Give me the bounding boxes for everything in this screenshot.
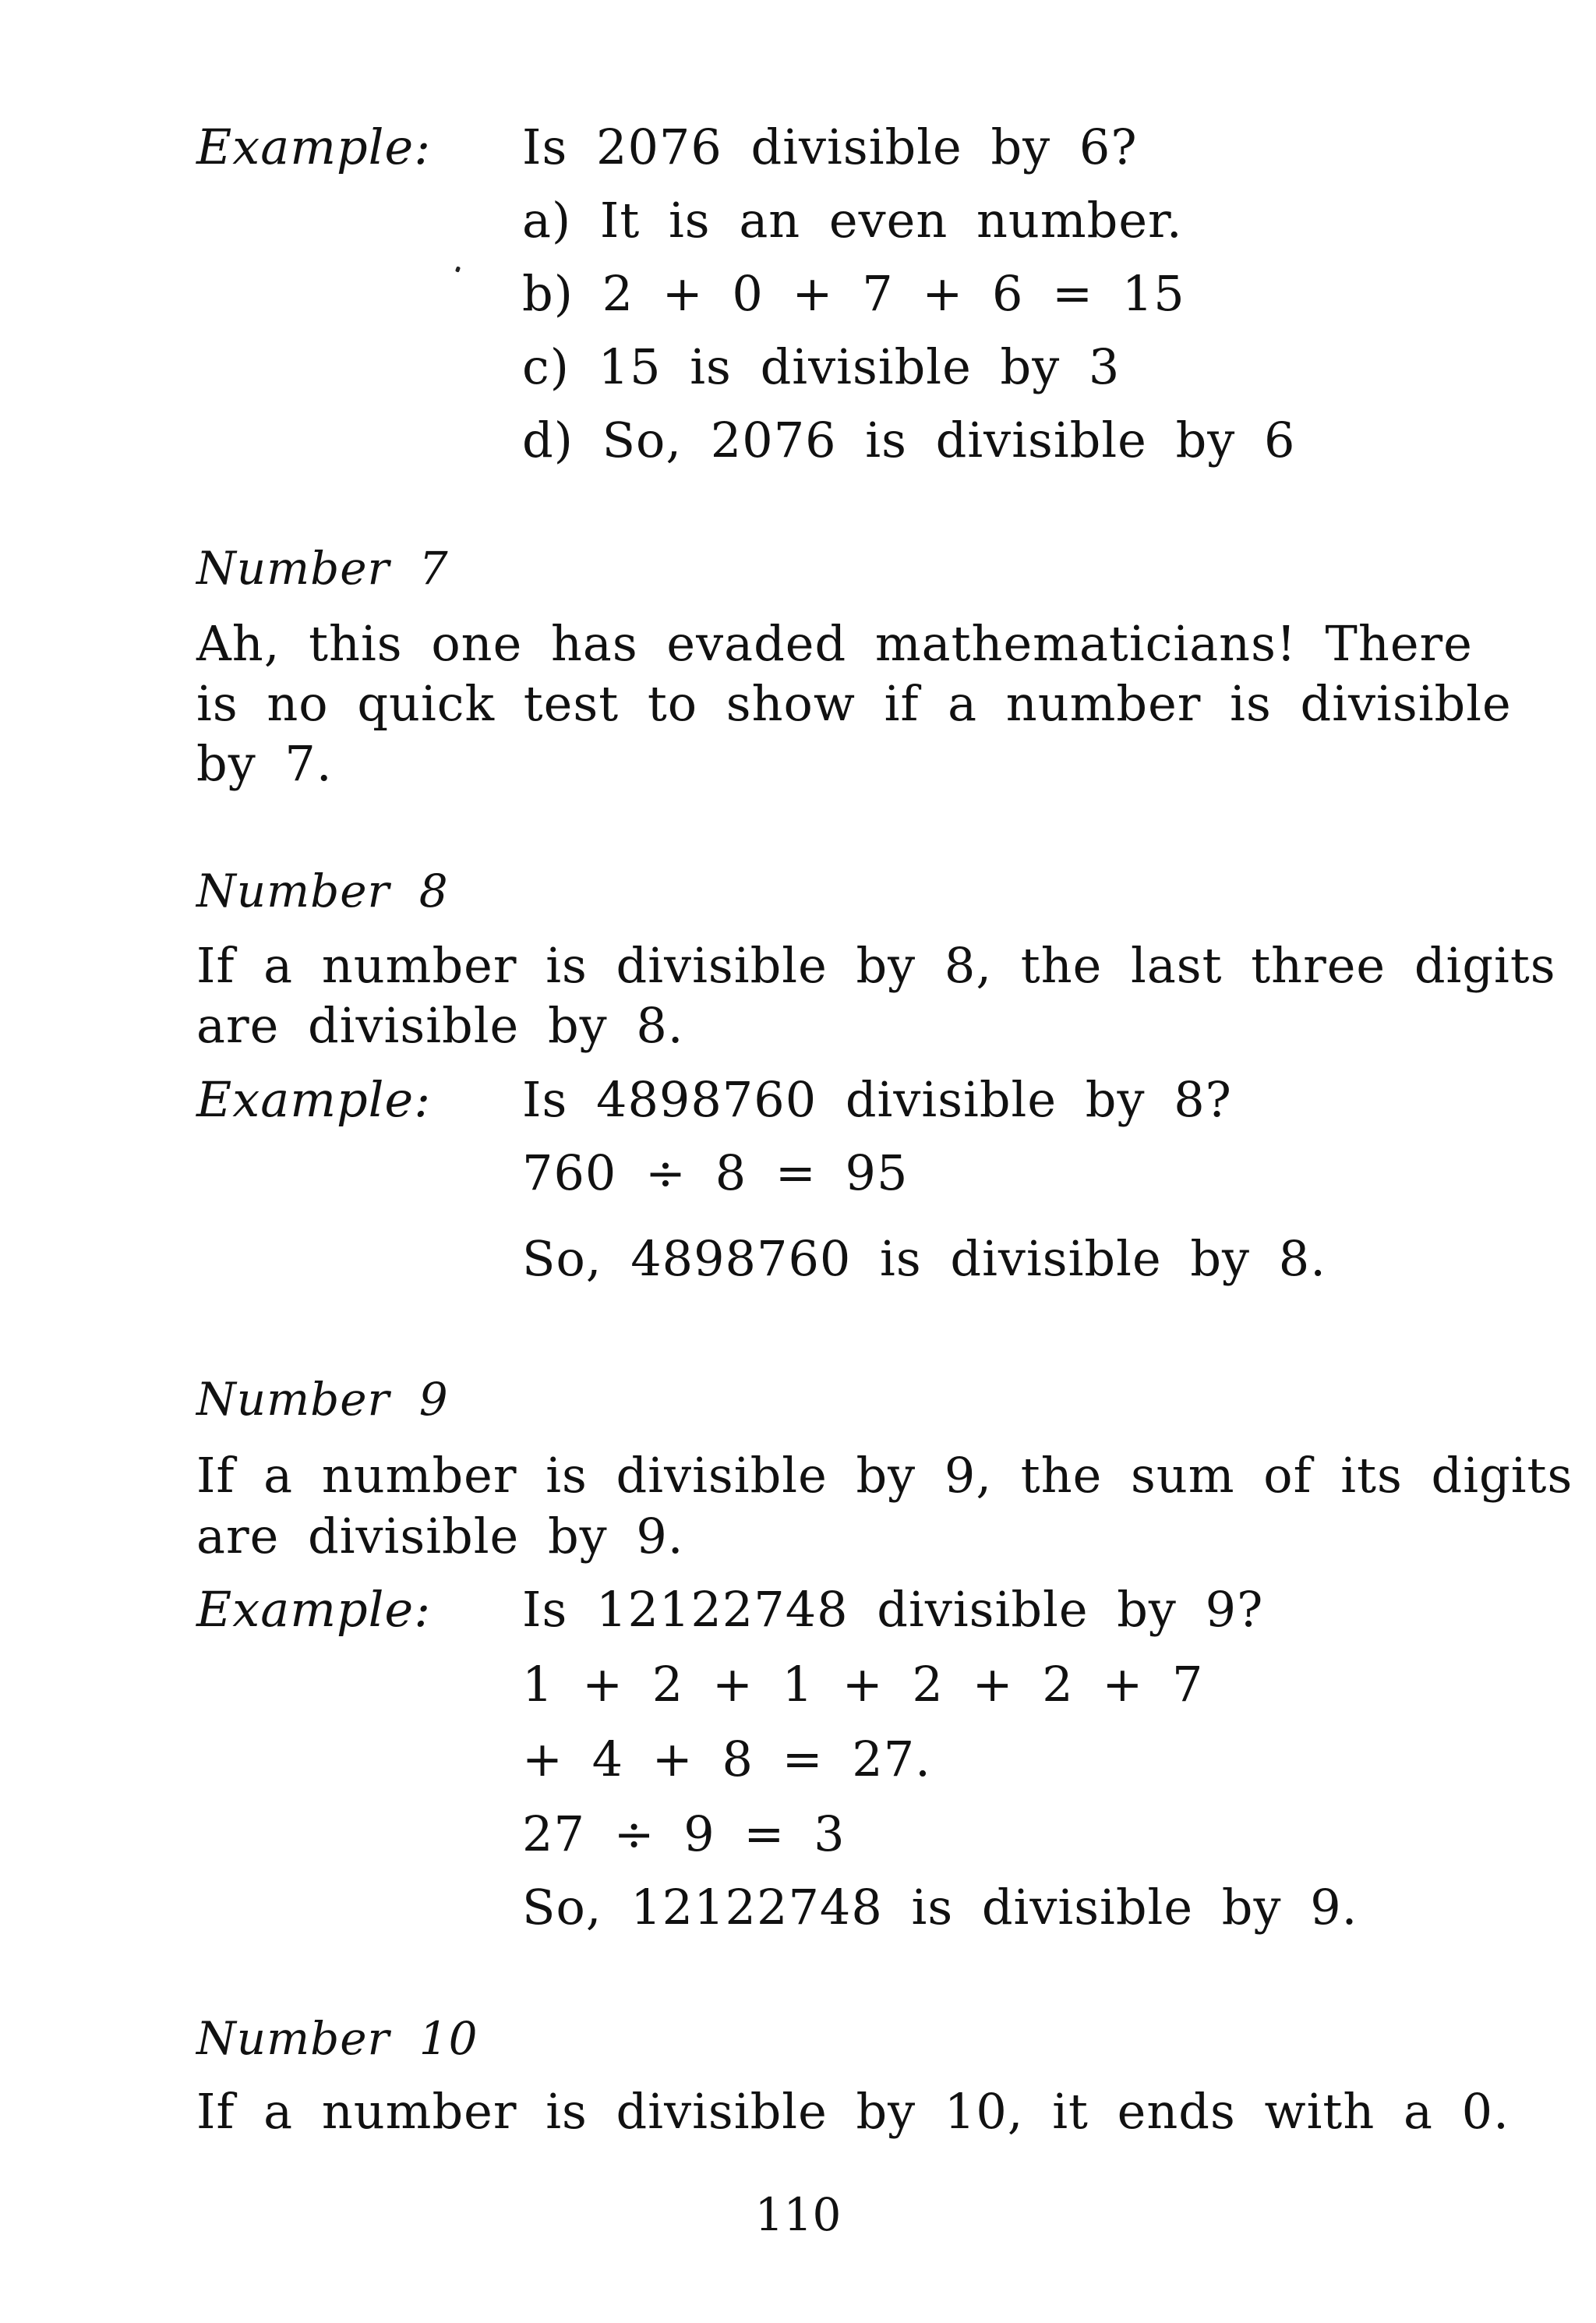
paragraph-line: is no quick test to show if a number is divisible	[196, 675, 1512, 732]
example-question: Is 2076 divisible by 6?	[522, 118, 1138, 175]
paragraph-line: by 7.	[196, 735, 333, 792]
section-heading-number-8: Number 8	[196, 864, 449, 918]
example-step-b: b) 2 + 0 + 7 + 6 = 15	[522, 265, 1185, 322]
example-question: Is 4898760 divisible by 8?	[522, 1071, 1232, 1128]
example-step-a: a) It is an even number.	[522, 192, 1183, 249]
section-heading-number-9: Number 9	[196, 1373, 449, 1426]
paragraph-line: are divisible by 8.	[196, 997, 684, 1054]
paragraph-line: If a number is divisible by 10, it ends with a 0.	[196, 2083, 1509, 2140]
paragraph-line: If a number is divisible by 9, the sum of its digits	[196, 1447, 1573, 1504]
example-label: Example:	[196, 118, 432, 175]
example-step-d: d) So, 2076 is divisible by 6	[522, 412, 1296, 468]
example-conclusion: So, 4898760 is divisible by 8.	[522, 1230, 1326, 1287]
example-conclusion: So, 12122748 is divisible by 9.	[522, 1879, 1358, 1936]
section-heading-number-10: Number 10	[196, 2012, 478, 2065]
example-question: Is 12122748 divisible by 9?	[522, 1581, 1264, 1638]
print-speck	[455, 266, 461, 272]
example-label: Example:	[196, 1071, 432, 1128]
section-heading-number-7: Number 7	[196, 542, 449, 595]
example-step-c: c) 15 is divisible by 3	[522, 338, 1121, 395]
page-number: 110	[754, 2188, 842, 2241]
example-calculation: 760 ÷ 8 = 95	[522, 1144, 909, 1201]
example-sum-line: + 4 + 8 = 27.	[522, 1731, 931, 1787]
example-label: Example:	[196, 1581, 432, 1638]
paragraph-line: are divisible by 9.	[196, 1508, 684, 1565]
paragraph-line: If a number is divisible by 8, the last three digits	[196, 937, 1556, 994]
example-calculation: 27 ÷ 9 = 3	[522, 1805, 846, 1862]
example-sum-line: 1 + 2 + 1 + 2 + 2 + 7	[522, 1656, 1204, 1713]
paragraph-line: Ah, this one has evaded mathematicians! There	[196, 615, 1473, 672]
